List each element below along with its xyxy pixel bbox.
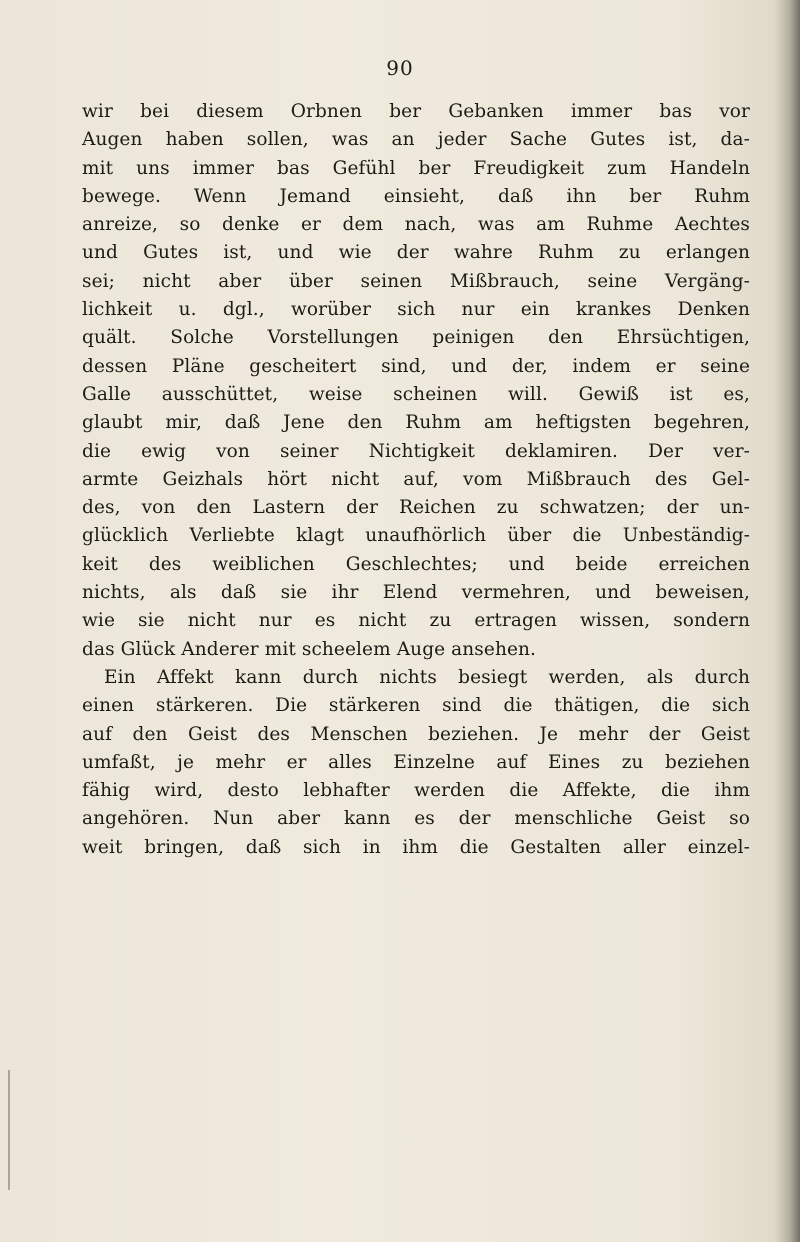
text-line: wir bei diesem Orbnen ber Gebanken immer bas vor: [82, 101, 750, 122]
text-line: wie sie nicht nur es nicht zu ertragen wissen, sondern: [82, 610, 750, 632]
text-line-paragraph-end: das Glück Anderer mit scheelem Auge ansehen.: [82, 638, 537, 660]
text-line: die ewig von seiner Nichtigkeit deklamiren. Der ver-: [82, 440, 750, 462]
text-line: mit uns immer bas Gefühl ber Freudigkeit zum Handeln: [82, 157, 750, 179]
text-line-paragraph-start: Ein Affekt kann durch nichts besiegt werden, als durch: [104, 666, 750, 688]
text-line: und Gutes ist, und wie der wahre Ruhm zu erlangen: [82, 242, 750, 264]
text-line: angehören. Nun aber kann es der menschliche Geist so: [82, 808, 750, 830]
text-line: dessen Pläne gescheitert sind, und der, indem er seine: [82, 355, 750, 377]
text-line: anreize, so denke er dem nach, was am Ruhme Aechtes: [82, 214, 750, 236]
page-number: 90: [386, 56, 414, 80]
text-line: Galle ausschüttet, weise scheinen will. Gewiß ist es,: [82, 383, 750, 405]
text-line: Augen haben sollen, was an jeder Sache Gutes ist, da-: [82, 129, 750, 151]
body-text: [82, 98, 750, 862]
text-line: glücklich Verliebte klagt unaufhörlich über die Unbeständig-: [82, 525, 750, 547]
text-line: keit des weiblichen Geschlechtes; und beide erreichen: [82, 553, 750, 575]
text-line: glaubt mir, daß Jene den Ruhm am heftigsten begehren,: [82, 412, 750, 434]
text-line: des, von den Lastern der Reichen zu schwatzen; der un-: [82, 497, 750, 519]
text-line: weit bringen, daß sich in ihm die Gestalten aller einzel-: [82, 836, 750, 858]
text-line: quält. Solche Vorstellungen peinigen den Ehrsüchtigen,: [82, 327, 750, 349]
text-line: armte Geizhals hört nicht auf, vom Mißbrauch des Gel-: [82, 468, 750, 490]
text-line: nichts, als daß sie ihr Elend vermehren, und beweisen,: [82, 582, 750, 604]
text-line: lichkeit u. dgl., worüber sich nur ein krankes Denken: [82, 299, 750, 321]
text-line: auf den Geist des Menschen beziehen. Je mehr der Geist: [82, 723, 750, 745]
text-line: bewege. Wenn Jemand einsieht, daß ihn ber Ruhm: [82, 185, 750, 207]
page-edge-shadow: [774, 0, 800, 1242]
text-line: sei; nicht aber über seinen Mißbrauch, seine Vergäng-: [82, 270, 750, 292]
text-line: umfaßt, je mehr er alles Einzelne auf Eines zu beziehen: [82, 751, 750, 773]
text-line: fähig wird, desto lebhafter werden die Affekte, die ihm: [82, 780, 750, 802]
margin-mark: [8, 1070, 10, 1190]
text-line: einen stärkeren. Die stärkeren sind die thätigen, die sich: [82, 695, 750, 717]
